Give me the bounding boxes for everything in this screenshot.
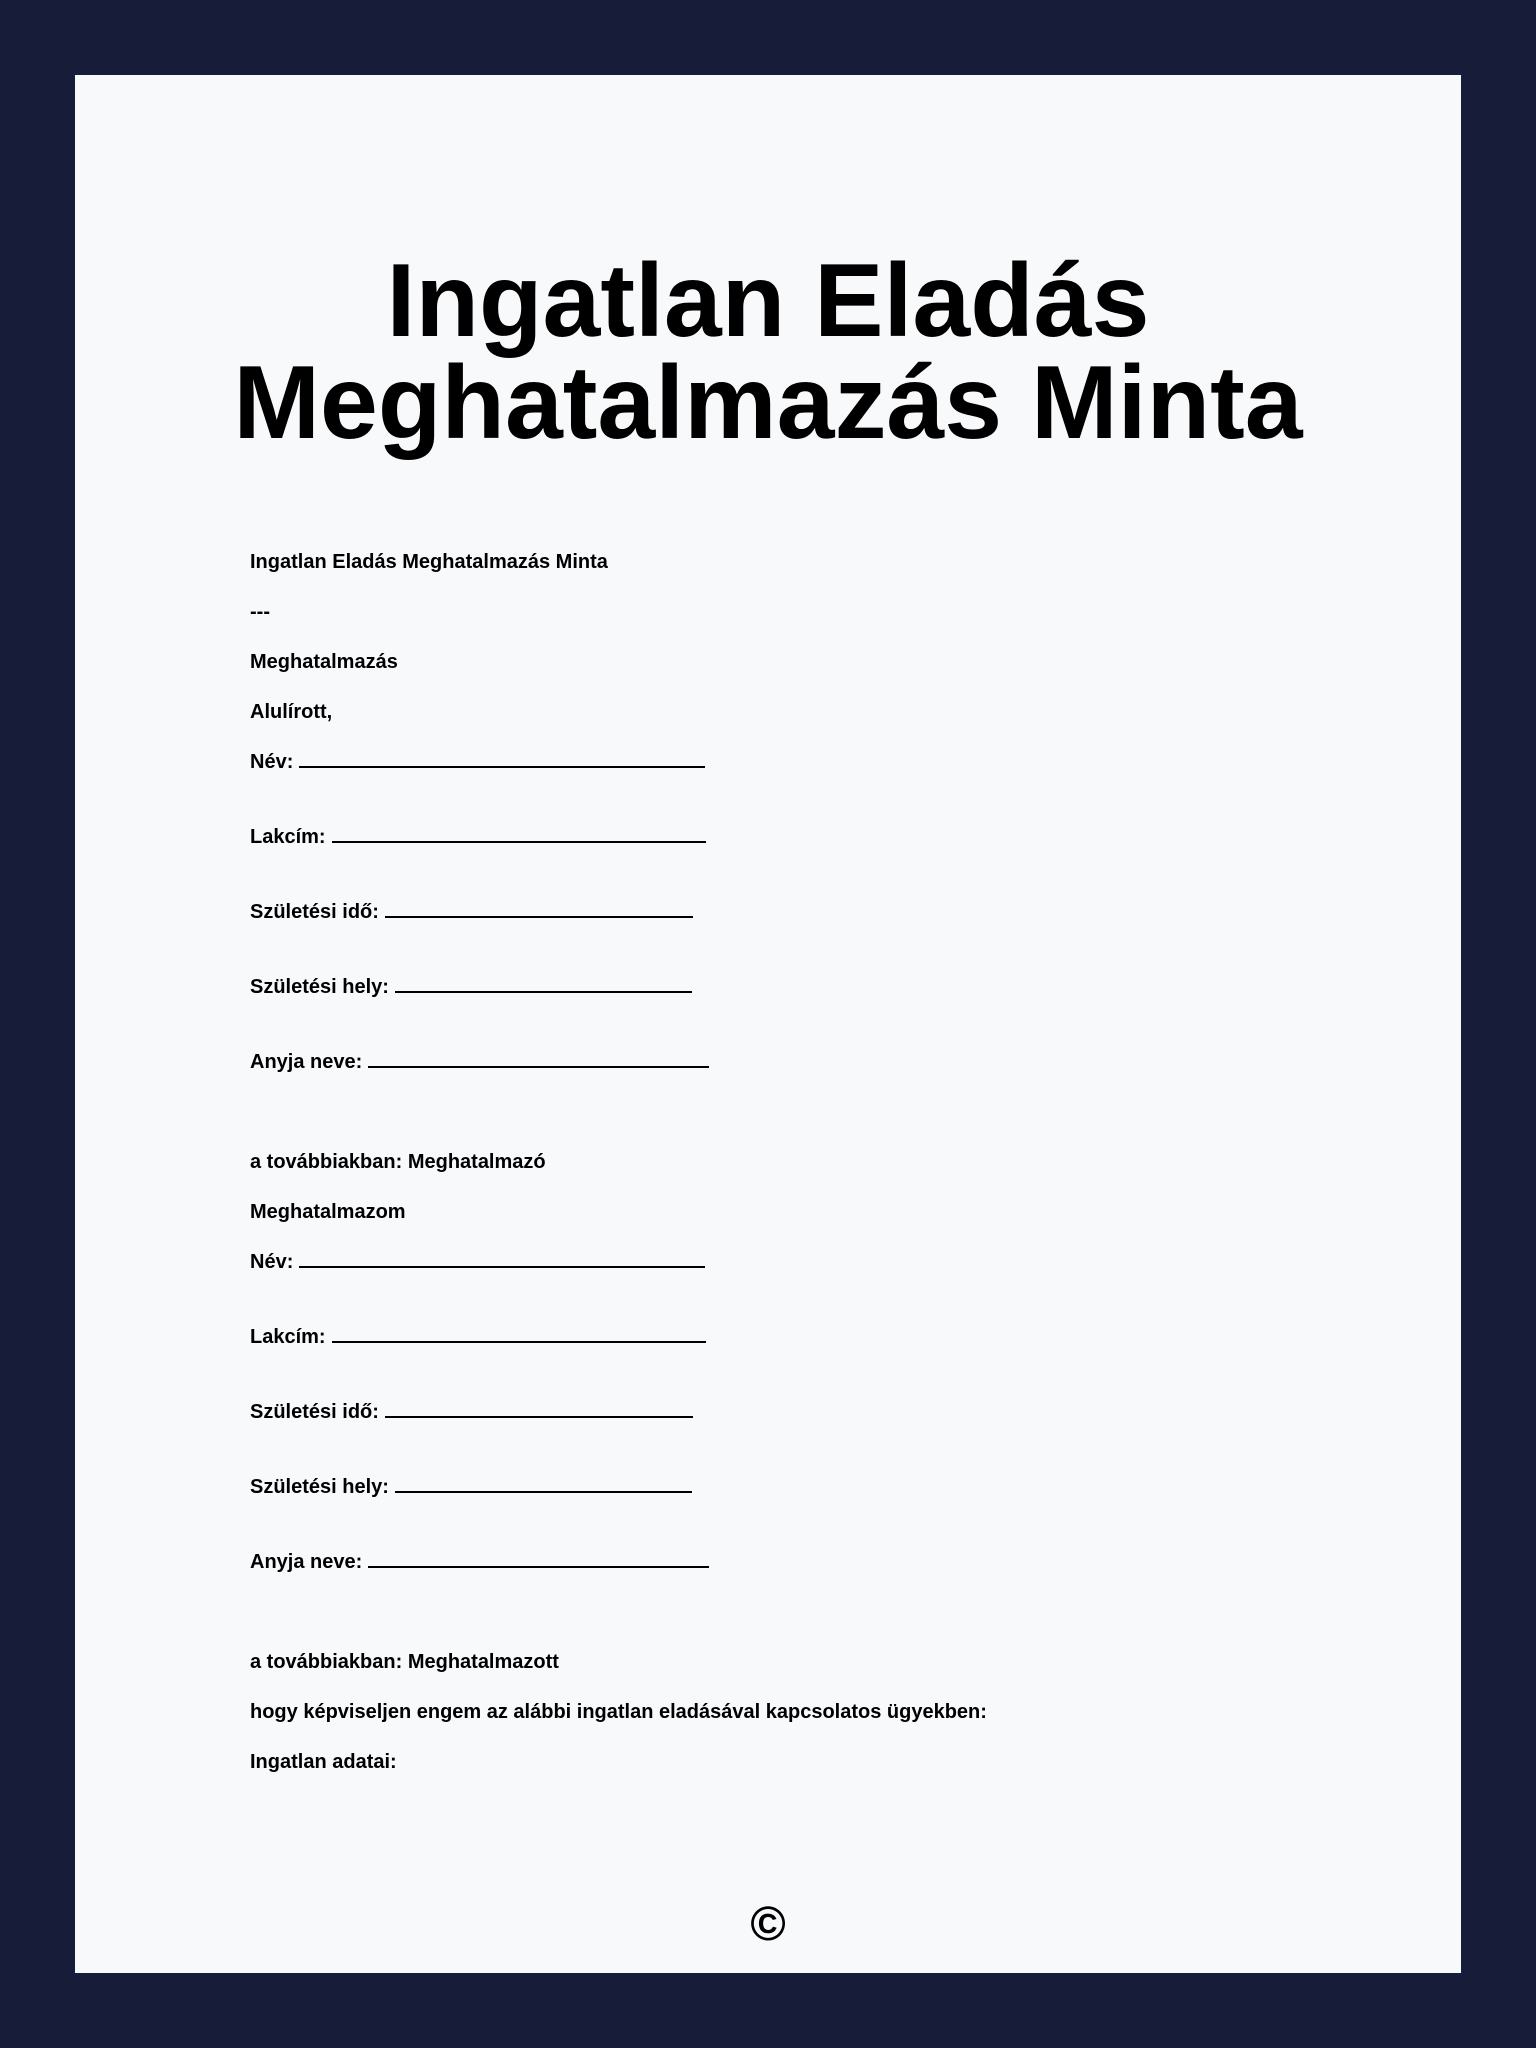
field-label: Név: xyxy=(250,751,294,773)
document-page xyxy=(75,75,1461,1973)
property-label: Ingatlan adatai: xyxy=(250,1751,397,1773)
agent-mother-name-field xyxy=(250,1550,709,1574)
intro-text: Alulírott, xyxy=(250,701,333,723)
document-subtitle: Ingatlan Eladás Meghatalmazás Minta xyxy=(250,551,608,573)
principal-mother-name-field xyxy=(250,1050,709,1074)
purpose-text: hogy képviseljen engem az alábbi ingatlan eladásával kapcsolatos ügyekben: xyxy=(250,1701,987,1723)
field-label: Név: xyxy=(250,1251,294,1273)
agent-birth-date-field xyxy=(250,1400,693,1424)
agent-birth-place-field xyxy=(250,1475,692,1499)
copyright-icon: © xyxy=(750,1898,786,1951)
blank-line xyxy=(385,1402,693,1418)
principal-birth-place-field xyxy=(250,975,692,999)
field-label: Születési idő: xyxy=(250,1401,379,1423)
blank-line xyxy=(368,1052,709,1068)
title-line-1: Ingatlan Eladás xyxy=(386,243,1150,359)
principal-role-text: a továbbiakban: Meghatalmazó xyxy=(250,1151,546,1173)
document-title xyxy=(75,243,1461,461)
blank-line xyxy=(385,902,693,918)
title-line-2: Meghatalmazás Minta xyxy=(233,345,1303,461)
blank-line xyxy=(299,1252,705,1268)
agent-role-text: a továbbiakban: Meghatalmazott xyxy=(250,1651,559,1673)
blank-line xyxy=(395,977,692,993)
agent-address-field xyxy=(250,1325,706,1349)
field-label: Születési hely: xyxy=(250,976,389,998)
field-label: Születési idő: xyxy=(250,901,379,923)
principal-address-field xyxy=(250,825,706,849)
field-label: Anyja neve: xyxy=(250,1051,363,1073)
principal-name-field xyxy=(250,750,705,774)
separator: --- xyxy=(250,601,270,623)
field-label: Anyja neve: xyxy=(250,1551,363,1573)
blank-line xyxy=(332,827,706,843)
section-heading: Meghatalmazás xyxy=(250,651,398,673)
blank-line xyxy=(299,752,705,768)
principal-birth-date-field xyxy=(250,900,693,924)
blank-line xyxy=(332,1327,706,1343)
agent-name-field xyxy=(250,1250,705,1274)
authorize-text: Meghatalmazom xyxy=(250,1201,406,1223)
blank-line xyxy=(368,1552,709,1568)
blank-line xyxy=(395,1477,692,1493)
field-label: Születési hely: xyxy=(250,1476,389,1498)
field-label: Lakcím: xyxy=(250,826,326,848)
field-label: Lakcím: xyxy=(250,1326,326,1348)
